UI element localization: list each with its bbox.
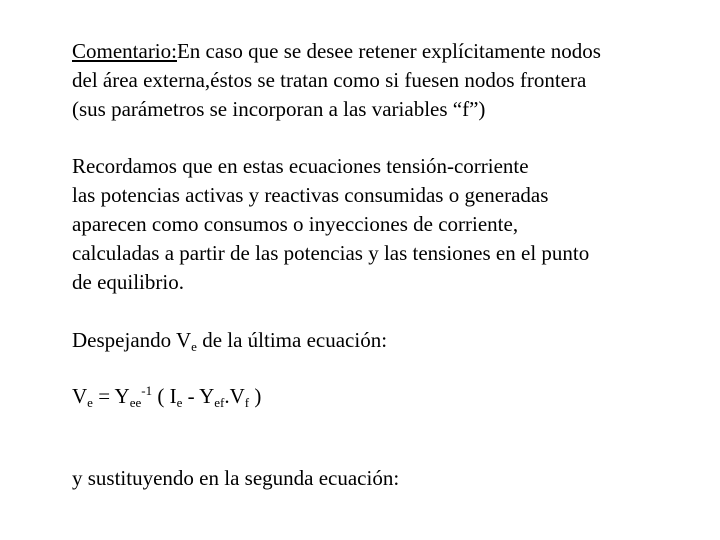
eq-dot-v: .V: [224, 384, 245, 408]
recall-line-4: calculadas a partir de las potencias y las tensiones en el punto: [72, 241, 590, 265]
substitute-line: y sustituyendo en la segunda ecuación:: [72, 466, 400, 490]
eq-equals-y: = Y: [92, 384, 130, 408]
solve-after: de la última ecuación:: [196, 328, 388, 352]
recall-line-1: Recordamos que en estas ecuaciones tensión-corriente: [72, 154, 529, 178]
comment-line-1: [72, 37, 692, 66]
eq-i-sub: e: [176, 395, 183, 410]
eq-v-sub: e: [87, 395, 93, 410]
recall-line-2: las potencias activas y reactivas consumidas o generadas: [72, 183, 549, 207]
eq-minus-y: - Y: [182, 384, 215, 408]
solve-paragraph: [72, 326, 692, 355]
comment-line-3: (sus parámetros se incorporan a las variables “f”): [72, 97, 486, 121]
comment-text-1: En caso que se desee retener explícitamente nodos: [176, 39, 601, 63]
eq-open-i: ( I: [152, 384, 177, 408]
eq-close: ): [249, 384, 262, 408]
eq-y-sub: ee: [129, 395, 142, 410]
recall-line-5: de equilibrio.: [72, 270, 184, 294]
recall-paragraph: [72, 152, 692, 297]
eq-v: V: [72, 384, 88, 408]
equation-line: [72, 382, 692, 411]
recall-line-3: aparecen como consumos o inyecciones de corriente,: [72, 212, 519, 236]
eq-vf-sub: f: [244, 395, 250, 410]
equation: [72, 382, 692, 411]
solve-before: Despejando V: [72, 328, 192, 352]
comment-paragraph: [72, 37, 692, 124]
comment-line-2: del área externa,éstos se tratan como si fuesen nodos frontera: [72, 68, 587, 92]
solve-sub: e: [191, 339, 197, 354]
solve-line: [72, 326, 692, 355]
substitute-paragraph: [72, 464, 692, 493]
comment-label: Comentario:: [72, 39, 177, 63]
eq-y-sup: -1: [141, 383, 153, 398]
eq-yef-sub: ef: [214, 395, 225, 410]
